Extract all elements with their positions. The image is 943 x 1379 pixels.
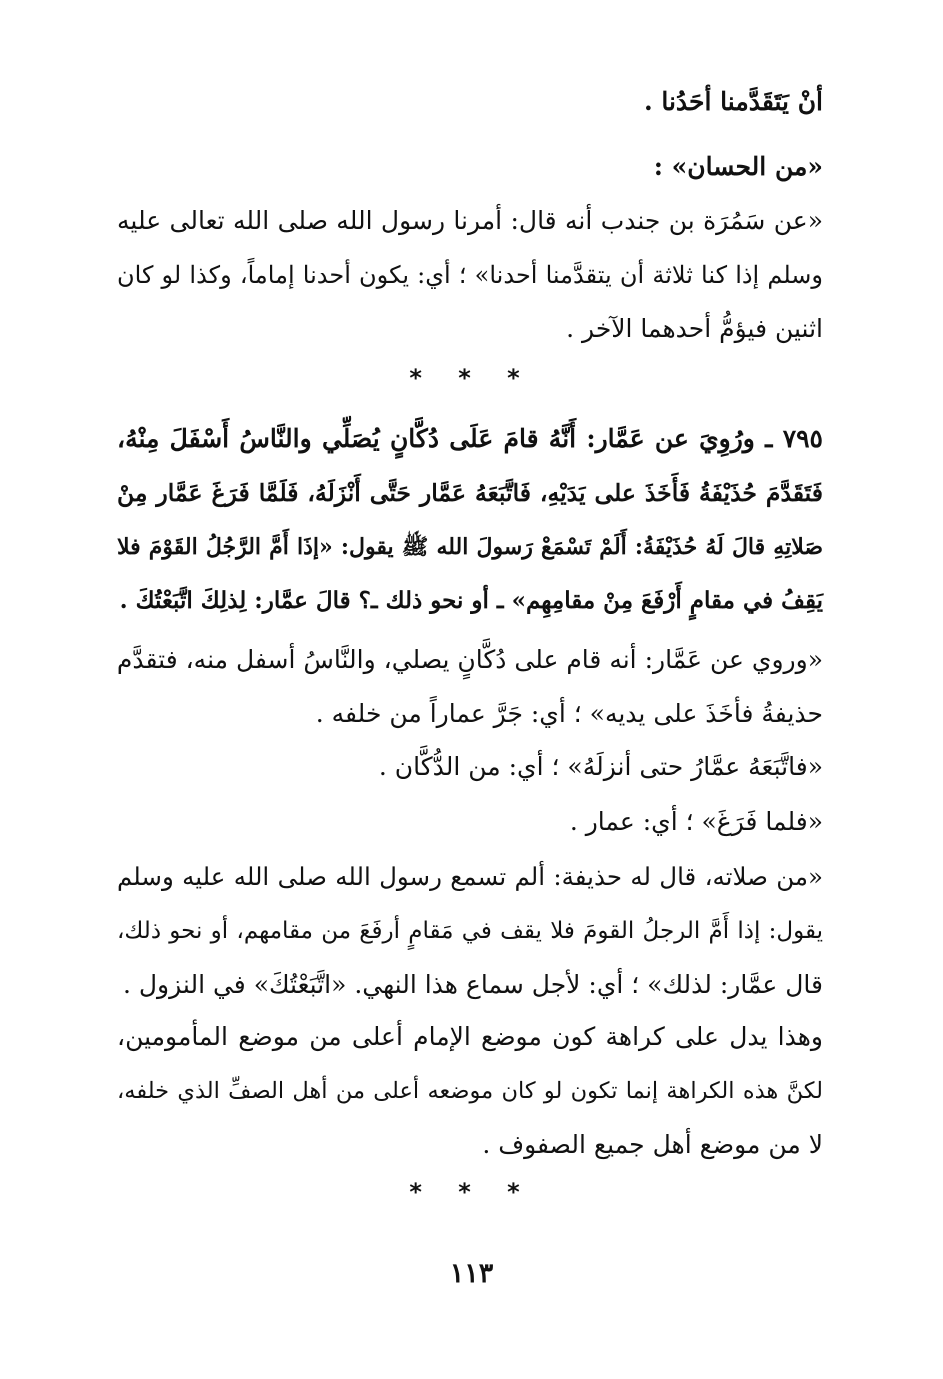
paragraph-line: لا من موضع أهل جميع الصفوف .	[482, 1130, 823, 1159]
hadith-795	[117, 412, 823, 628]
continuation-line: أنْ يَتَقَدَّمنا أحَدُنا .	[643, 87, 823, 116]
paragraph-line: «فلما فَرَغَ» ؛ أي: عمار .	[569, 807, 823, 836]
paragraph-line: حذيفةُ فأخَذَ على يديه» ؛ أي: جَرَّ عماراً من خلفه .	[315, 699, 823, 728]
paragraph-commentary	[117, 1010, 823, 1172]
section-heading: «من الحسان» :	[653, 152, 823, 181]
paragraph-line: «عن سَمُرَة بن جندب أنه قال: أمرنا رسول الله صلى الله تعالى عليه	[117, 206, 823, 235]
paragraph-prayer	[117, 850, 823, 1012]
hadith-line: ٧٩٥ ـ ورُوِيَ عن عَمَّار: أَنَّهُ قامَ عَلَى دُكَّانٍ يُصَلِّي والنَّاسُ أَسْفَلَ مِنْهُ،	[117, 424, 823, 453]
paragraph-line: «فاتَّبَعَهُ عمَّارُ حتى أنزلَهُ» ؛ أي: من الدُّكَّان .	[378, 752, 823, 781]
paragraph-samura	[117, 194, 823, 356]
paragraph-line: لكنَّ هذه الكراهة إنما تكون لو كان موضعه أعلى من أهل الصفِّ الذي خلفه،	[117, 1078, 823, 1104]
continuation-line-block	[117, 75, 823, 129]
paragraph-follow	[117, 740, 823, 794]
page-number: ١١٣	[449, 1258, 494, 1289]
section-separator: * * *	[409, 364, 534, 392]
section-heading-block	[117, 140, 823, 194]
paragraph-line: «وروي عن عَمَّار: أنه قام على دُكَّانٍ يصلي، والنَّاسُ أسفل منه، فتقدَّم	[116, 645, 823, 674]
paragraph-line: اثنين فيؤمُّ أحدهما الآخر .	[566, 314, 823, 343]
paragraph-ammar	[117, 633, 823, 741]
paragraph-line: يقول: إذا أَمَّ الرجلُ القومَ فلا يقف في مَقامٍ أرفَعَ من مقامهم، أو نحو ذلك،	[117, 918, 823, 944]
paragraph-line: وسلم إذا كنا ثلاثة أن يتقدَّمنا أحدنا» ؛ أي: يكون أحدنا إماماً، وكذا لو كان	[117, 261, 823, 289]
paragraph-line: «من صلاته، قال له حذيفة: ألم تسمع رسول الله صلى الله عليه وسلم	[117, 862, 823, 891]
hadith-line: صَلاتِهِ قالَ لَهُ حُذَيْفَةُ: أَلَمْ تَسْمَعْ رَسولَ الله ﷺ يقول: «إذَا أَمَّ الرَّجُلُ القَوْمَ فلا	[117, 534, 823, 560]
paragraph-line: وهذا يدل على كراهة كون موضع الإمام أعلى من موضع المأمومين،	[117, 1022, 823, 1051]
section-separator-end: * * *	[409, 1178, 534, 1206]
hadith-line: فَتَقَدَّمَ حُذَيْفَةُ فَأَخَذَ على يَدَيْهِ، فَاتَّبَعَهُ عَمَّار حَتَّى أَنْزَلَهُ، فَلَمَّا فَرَغَ عَمَّار مِنْ	[117, 479, 823, 507]
paragraph-line: قال عمَّار: لذلك» ؛ أي: لأجل سماع هذا النهي. «اتَّبَعْتُكَ» في النزول .	[122, 970, 823, 999]
hadith-line: يَقِفُ في مقامٍ أَرْفَعَ مِنْ مقامِهِم» ـ أو نحو ذلك ـ؟ قالَ عمَّار: لِذلِكَ اتَّبَعْتُكَ .	[119, 587, 823, 614]
paragraph-finished	[117, 795, 823, 849]
